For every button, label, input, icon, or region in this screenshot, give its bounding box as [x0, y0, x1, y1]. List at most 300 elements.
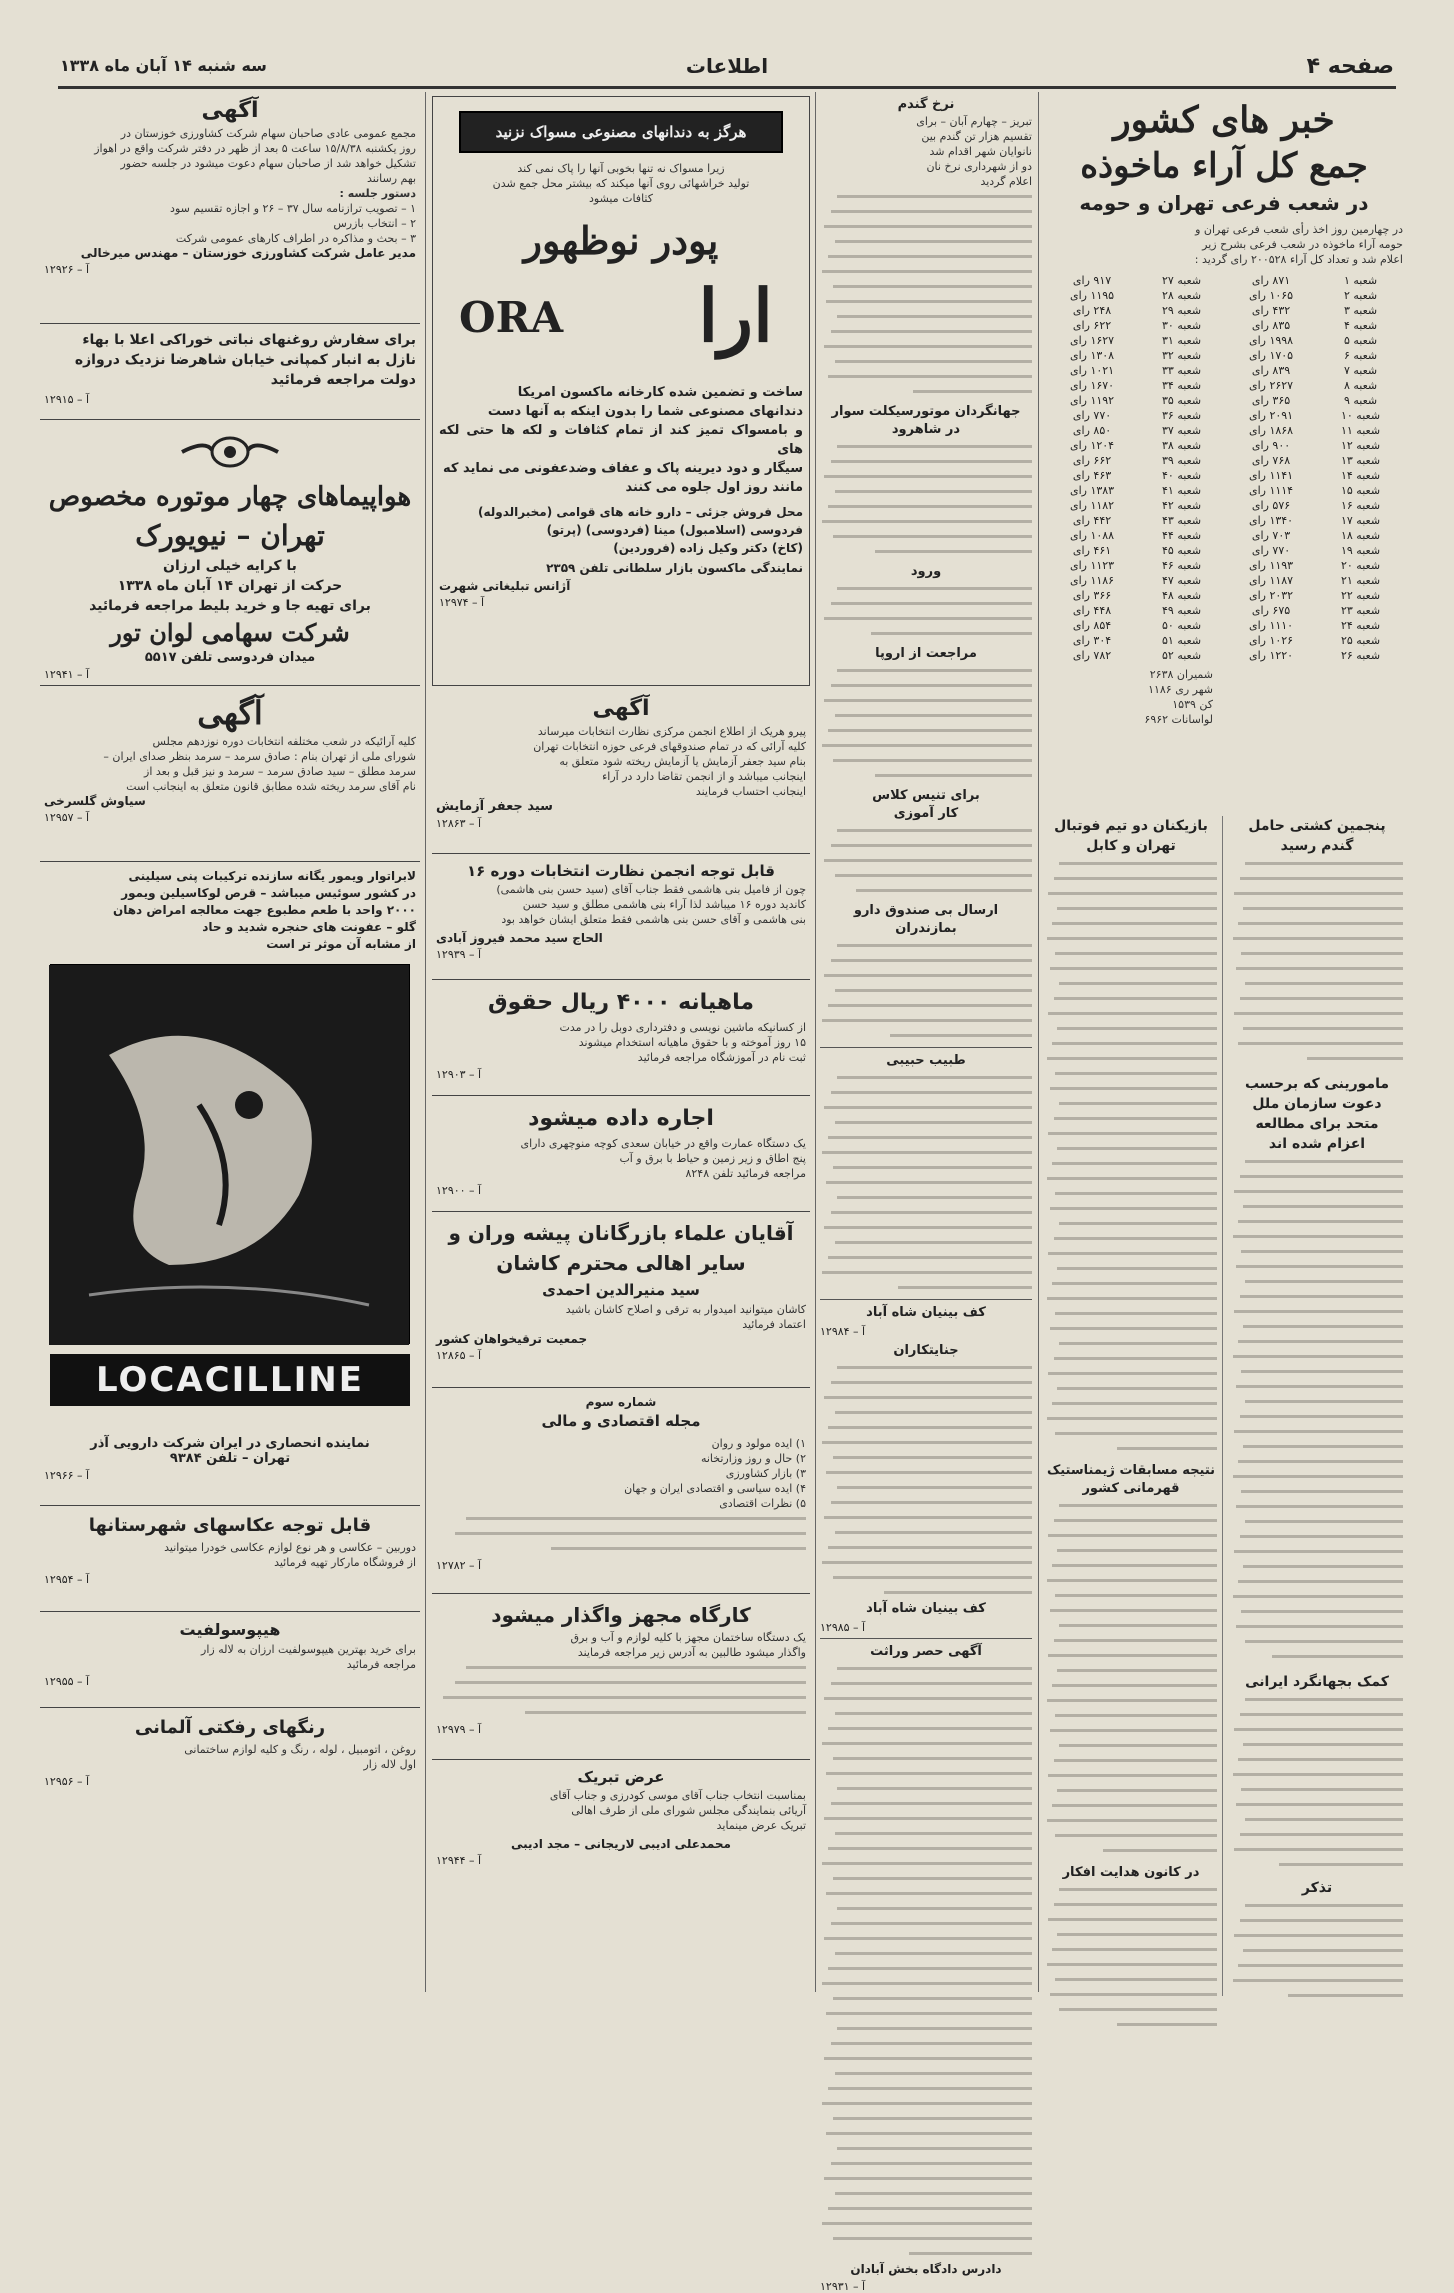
text-line: [436, 1660, 806, 1675]
text-line: [1045, 1798, 1217, 1813]
text-line: [820, 2096, 1032, 2111]
text-line: [1045, 1927, 1217, 1942]
text-line: [1045, 1321, 1217, 1336]
text-line: [820, 1540, 1032, 1555]
ship-body: [1231, 856, 1403, 1066]
plane-title: هواپیماهای چهار موتوره مخصوص: [48, 482, 412, 512]
airline-ad: [40, 426, 420, 686]
text-line: [1045, 1156, 1217, 1171]
ora-logo-row: [439, 273, 803, 383]
text-line: [820, 1661, 1032, 1676]
text-line: [820, 2216, 1032, 2231]
text-line: [1045, 1096, 1217, 1111]
text-line: [1045, 1843, 1217, 1858]
agahi2-sign: سیاوش گلسرخی: [44, 794, 146, 808]
text-line: [820, 2171, 1032, 2186]
text-line: [820, 249, 1032, 264]
text-line: [1045, 1231, 1217, 1246]
text-line: [820, 2201, 1032, 2216]
hypo-ad: [40, 1618, 420, 1708]
tennis-sub: کار آموزی: [893, 806, 959, 821]
text-line: [1045, 886, 1217, 901]
text-line: [1045, 1201, 1217, 1216]
text-line: [1231, 961, 1403, 976]
notice4-sign: الحاج سید محمد فیروز آبادی: [436, 931, 603, 945]
vote-cell: شعبه ۲۹: [1162, 304, 1202, 317]
vote-row: [1045, 528, 1403, 543]
vote-cell: ۸۵۰ رای: [1072, 424, 1112, 437]
text-line: [820, 2066, 1032, 2081]
text-line: [1231, 886, 1403, 901]
agahi1-body: مجمع عمومی عادی صاحبان سهام شرکت کشاورزی خوزستان در روز یکشنبه ۱۵/۸/۳۸ ساعت ۵ بعد از ظهر در دفتر شرکت واقع در اهواز تشکیل خواهد شد از صاحبان سهام دعوت میشود در جلسه حضور بهم رسانند دستور جلسه : ۱ – تصویب ترازنامه سال ۳۷ – ۲۶ و اجازه تقسیم سود ۲ – انتخاب بازرس ۳ – بحث و مذاکره در اطراف کارهای عمومی شرکت: [94, 127, 416, 245]
text-line: [1045, 856, 1217, 871]
vote-cell: ۱۰۸۸ رای: [1069, 529, 1115, 542]
ad-code: آ – ۱۲۹۸۴: [820, 1325, 866, 1338]
tourist-title: کمک بجهانگرد ایرانی: [1245, 1674, 1389, 1690]
photo-ad: [40, 1512, 420, 1612]
vote-cell: ۱۳۰۸ رای: [1069, 349, 1115, 362]
text-line: [1045, 1693, 1217, 1708]
text-line: [1231, 1304, 1403, 1319]
text-line: [1231, 1797, 1403, 1812]
vote-cell: شعبه ۳۰: [1162, 319, 1202, 332]
text-line: [1231, 1349, 1403, 1364]
fekr-body: [1045, 1882, 1217, 2032]
text-line: [1045, 1186, 1217, 1201]
kashan-name: سید منیرالدین احمدی: [542, 1281, 700, 1299]
text-line: [820, 983, 1032, 998]
vote-cell: ۱۱۹۳ رای: [1248, 559, 1294, 572]
text-line: [436, 1511, 806, 1526]
ora-agent: نمایندگی ماکسون بازار سلطانی تلفن ۲۳۵۹: [546, 561, 803, 575]
text-line: [1045, 1006, 1217, 1021]
vote-cell: ۶۶۲ رای: [1072, 454, 1112, 467]
vote-cell: شعبه ۹: [1343, 394, 1378, 407]
column-rule: [425, 92, 426, 1992]
text-line: [820, 279, 1032, 294]
center-ads-column: [432, 96, 810, 1996]
vote-cell: شعبه ۴: [1343, 319, 1378, 332]
vote-cell: شعبه ۳۷: [1162, 424, 1202, 437]
text-line: [1231, 1827, 1403, 1842]
vote-cell: شعبه ۲۸: [1162, 289, 1202, 302]
vote-cell: شعبه ۴۹: [1162, 604, 1202, 617]
text-line: [1231, 1514, 1403, 1529]
text-line: [1045, 1066, 1217, 1081]
text-line: [820, 1435, 1032, 1450]
text-line: [1045, 1366, 1217, 1381]
text-line: [820, 544, 1032, 559]
vote-row: [1045, 483, 1403, 498]
ad-code: آ – ۱۲۹۱۵: [44, 393, 90, 406]
vote-cell: شعبه ۱۱: [1340, 424, 1381, 437]
vote-cell: ۱۱۹۵ رای: [1069, 289, 1115, 302]
paint-body: روغن ، اتومبیل ، لوله ، رنگ و کلیه لوازم ساختمانی اول لاله زار: [184, 1743, 416, 1771]
text-line: [820, 1390, 1032, 1405]
text-line: [1045, 1708, 1217, 1723]
vote-cell: ۱۳۸۳ رای: [1069, 484, 1115, 497]
vote-cell: ۴۳۲ رای: [1251, 304, 1291, 317]
text-line: [1045, 1021, 1217, 1036]
vote-row: [1045, 618, 1403, 633]
agahi1-sign: مدیر عامل شرکت کشاورزی خوزستان – مهندس میرخالی: [80, 246, 416, 260]
text-line: [820, 204, 1032, 219]
football-subtitle: تهران و کابل: [1086, 838, 1176, 854]
price-body-cont: [820, 189, 1032, 399]
text-line: [1045, 1828, 1217, 1843]
text-line: [1045, 1783, 1217, 1798]
text-line: [1045, 1111, 1217, 1126]
text-line: [820, 2126, 1032, 2141]
text-line: [1045, 1897, 1217, 1912]
text-line: [1231, 1943, 1403, 1958]
text-line: [1231, 1842, 1403, 1857]
agahi3-body: پیرو هریک از اطلاع انجمن مرکزی نظارت انتخابات میرساند کلیه آرائی که در تمام صندوقهای فرعی حوزه انتخابات تهران بنام سید جعفر آزمایش یا آزمایش ریخته شود متعلق به اینجانب میباشد و از انجمن تقاضا دارد در آراء اینجانب احتساب فرمایند: [533, 725, 806, 798]
text-line: [1045, 901, 1217, 916]
org-sub2: متحد برای مطالعه: [1255, 1116, 1379, 1132]
text-line: [820, 1871, 1032, 1886]
left-ads-column: [40, 96, 420, 1996]
text-line: [1231, 1782, 1403, 1797]
text-line: [1045, 1573, 1217, 1588]
text-line: [1045, 1648, 1217, 1663]
text-line: [1045, 1528, 1217, 1543]
vote-cell: ۲۴۸ رای: [1072, 304, 1112, 317]
text-line: [820, 1130, 1032, 1145]
text-line: [1231, 901, 1403, 916]
vote-row: [1045, 513, 1403, 528]
text-line: [1045, 2002, 1217, 2017]
text-line: [1045, 1381, 1217, 1396]
locacilline-body: لابراتوار ویمور یگانه سازنده ترکیبات پنی سیلینی در کشور سوئیس میباشد – قرص لوکاسیلین ویمور ۲۰۰۰ واحد با طعم مطبوع جهت معالجه امراض دهان گلو – عفونت های حنجره شدید و حاد از مشابه آن موثر تر است: [112, 869, 416, 951]
text-line: [820, 1265, 1032, 1280]
text-line: [820, 1585, 1032, 1600]
text-line: [820, 1976, 1032, 1991]
ad-code: آ – ۱۲۹۷۴: [439, 596, 485, 609]
vote-cell: ۱۹۹۸ رای: [1248, 334, 1294, 347]
masthead-rule: [58, 86, 1396, 89]
text-line: [820, 1676, 1032, 1691]
text-line: [820, 2156, 1032, 2171]
vote-cell: شعبه ۱۲: [1340, 439, 1381, 452]
vote-row: [1045, 363, 1403, 378]
text-line: [1231, 1169, 1403, 1184]
text-line: [820, 1013, 1032, 1028]
text-line: [1231, 1274, 1403, 1289]
news-column: [1045, 96, 1403, 1996]
text-line: [1231, 916, 1403, 931]
plane-body: با کرایه خیلی ارزان حرکت از تهران ۱۴ آبان ماه ۱۳۳۸ برای تهیه جا و خرید بلیط مراجعه فرمائید: [89, 558, 371, 614]
text-line: [1045, 871, 1217, 886]
text-line: [1231, 1469, 1403, 1484]
notice4-body: چون از فامیل بنی هاشمی فقط جناب آقای (سید حسن بنی هاشمی) کاندید دوره ۱۶ میباشد لذا آراء بنی هاشمی مطلق و سید حسن بنی هاشمی و آقای حسن بنی هاشمی فقط متعلق ایشان خواهد بود: [496, 883, 806, 926]
europe-title: مراجعت از اروپا: [875, 646, 977, 661]
text-line: [1231, 1154, 1403, 1169]
vote-cell: شعبه ۶: [1343, 349, 1378, 362]
vote-cell: ۴۴۸ رای: [1072, 604, 1112, 617]
text-line: [820, 1811, 1032, 1826]
text-line: [1231, 1199, 1403, 1214]
vote-row: [1045, 558, 1403, 573]
photo-title: قابل توجه عکاسهای شهرستانها: [88, 1515, 372, 1536]
fund-title: ارسال بی صندوق دارو: [853, 903, 999, 918]
text-line: [1045, 1141, 1217, 1156]
text-line: [1231, 976, 1403, 991]
text-line: [1045, 976, 1217, 991]
text-line: [1231, 1707, 1403, 1722]
text-line: [1045, 1768, 1217, 1783]
text-line: [1045, 1051, 1217, 1066]
text-line: [820, 1235, 1032, 1250]
text-line: [820, 581, 1032, 596]
text-line: [1231, 1021, 1403, 1036]
thanks-ad: [432, 1766, 810, 1896]
text-line: [1045, 946, 1217, 961]
text-line: [1045, 1441, 1217, 1456]
plane-address: میدان فردوسی تلفن ۵۵۱۷: [144, 650, 316, 665]
text-line: [1231, 1244, 1403, 1259]
europe-body: [820, 663, 1032, 783]
text-line: [1045, 1336, 1217, 1351]
fund-sub: بمازندران: [895, 921, 957, 936]
text-line: [820, 384, 1032, 399]
text-line: [1045, 916, 1217, 931]
text-line: [1231, 1499, 1403, 1514]
vote-cell: شعبه ۳۹: [1162, 454, 1202, 467]
text-line: [820, 1205, 1032, 1220]
football-title: بازیکنان دو تیم فوتبال: [1054, 818, 1208, 834]
mag-items: ۱) ایده مولود و روان ۲) حال و روز وزارتخانه ۳) بازار کشاورزی ۴) ایده سیاسی و اقتصادی ایران و جهان ۵) نظرات اقتصادی: [624, 1437, 806, 1510]
court-line: دادرس دادگاه بخش آبادان: [850, 2262, 1002, 2276]
text-line: [820, 1886, 1032, 1901]
hypo-title: هیپوسولفیت: [179, 1620, 281, 1639]
text-line: [820, 514, 1032, 529]
vote-row: [1045, 438, 1403, 453]
text-line: [820, 998, 1032, 1013]
vote-row: [1045, 378, 1403, 393]
text-line: [1231, 1544, 1403, 1559]
text-line: [1045, 1291, 1217, 1306]
ad-code: آ – ۱۲۷۸۲: [436, 1559, 482, 1572]
text-line: [1231, 1409, 1403, 1424]
text-line: [1045, 1513, 1217, 1528]
text-line: [820, 1901, 1032, 1916]
vote-cell: شعبه ۲۳: [1340, 604, 1381, 617]
text-line: [820, 219, 1032, 234]
vote-cell: ۱۲۲۰ رای: [1248, 649, 1294, 662]
vote-cell: شعبه ۱۷: [1340, 514, 1381, 527]
vote-row: [1045, 318, 1403, 333]
vote-cell: ۱۱۴۱ رای: [1248, 469, 1294, 482]
vote-cell: ۱۰۲۱ رای: [1069, 364, 1115, 377]
agahi3-sign: سید جعفر آزمایش: [436, 799, 553, 814]
vote-cell: ۴۶۱ رای: [1072, 544, 1112, 557]
ad-code: آ – ۱۲۹۶۶: [44, 1469, 90, 1482]
news-subheading-2: در شعب فرعی تهران و حومه: [1079, 191, 1369, 215]
theft-title: جنایتکاران: [893, 1343, 959, 1358]
vote-row: [1045, 543, 1403, 558]
news-subheading: جمع کل آراء ماخوذه: [1080, 146, 1368, 186]
thanks-sign: محمدعلی ادیبی لاریجانی – مجد ادیبی: [511, 1837, 731, 1851]
text-line: [1231, 1006, 1403, 1021]
vote-cell: شعبه ۴۲: [1162, 499, 1202, 512]
vote-cell: ۱۱۲۳ رای: [1069, 559, 1115, 572]
text-line: [1231, 856, 1403, 871]
vote-cell: ۶۷۵ رای: [1251, 604, 1291, 617]
vote-cell: شعبه ۳۵: [1162, 394, 1202, 407]
text-line: [820, 354, 1032, 369]
vote-cell: ۲۰۹۱ رای: [1248, 409, 1294, 422]
locacilline-ad: [40, 868, 420, 1428]
thanks-body: بمناسبت انتخاب جناب آقای موسی کودرزی و جناب آقای آریائی بنمایندگی مجلس شورای ملی از طرف اهالی تبریک عرض مینماید: [549, 1789, 806, 1832]
vote-cell: شعبه ۲۱: [1340, 574, 1381, 587]
arrival-title: ورود: [910, 564, 942, 579]
text-line: [1045, 931, 1217, 946]
vote-cell: شعبه ۴۶: [1162, 559, 1202, 572]
vote-cell: ۱۱۸۶ رای: [1069, 574, 1115, 587]
heirs-body: [820, 1661, 1032, 2261]
text-line: [1045, 1753, 1217, 1768]
text-line: [820, 693, 1032, 708]
text-line: [820, 1766, 1032, 1781]
vote-cell: ۸۵۴ رای: [1072, 619, 1112, 632]
text-line: [1231, 1559, 1403, 1574]
vote-row: [1045, 648, 1403, 663]
jahan-body: [820, 439, 1032, 559]
text-line: [820, 1220, 1032, 1235]
text-line: [820, 1961, 1032, 1976]
text-line: [436, 1541, 806, 1556]
vote-row: [1045, 423, 1403, 438]
lost-title: کف بینیان شاه آباد: [866, 1305, 986, 1320]
vote-cell: ۷۷۰ رای: [1072, 409, 1112, 422]
text-line: [820, 663, 1032, 678]
text-line: [1231, 1379, 1403, 1394]
workshop-title: کارگاه مجهز واگذار میشود: [491, 1603, 751, 1627]
vote-cell: شعبه ۲۲: [1340, 589, 1381, 602]
text-line: [436, 1526, 806, 1541]
doctor-title: طبیب حبیبی: [886, 1053, 966, 1068]
locacilline-brand: LOCACILLINE: [50, 1354, 410, 1406]
vote-cell: شعبه ۳۳: [1162, 364, 1202, 377]
vote-row: [1045, 303, 1403, 318]
vote-row: [1045, 273, 1403, 288]
vote-cell: شعبه ۸: [1343, 379, 1378, 392]
vote-cell: ۳۶۶ رای: [1072, 589, 1112, 602]
vote-cell: شعبه ۴۰: [1162, 469, 1202, 482]
vote-cell: ۱۳۴۰ رای: [1248, 514, 1294, 527]
text-line: [1231, 1737, 1403, 1752]
text-line: [820, 768, 1032, 783]
agahi1-title: آگهی: [201, 98, 259, 123]
ora-sellers: محل فروش جزئی – دارو خانه های قوامی (مخبرالدوله) فردوسی (اسلامبول) مینا (فردوسی) (پرتو) (کاخ) دکتر وکیل زاده (فروردین): [478, 505, 803, 555]
vote-cell: شعبه ۲: [1343, 289, 1378, 302]
ora-agency: آژانس تبلیغاتی شهرت: [439, 579, 571, 593]
text-line: [820, 2111, 1032, 2126]
text-line: [820, 2141, 1032, 2156]
vote-cell: ۹۰۰ رای: [1251, 439, 1291, 452]
gym-subtitle: قهرمانی کشور: [1082, 1481, 1180, 1496]
text-line: [1045, 1972, 1217, 1987]
text-line: [1045, 1618, 1217, 1633]
text-line: [820, 1916, 1032, 1931]
vote-cell: شعبه ۱۰: [1340, 409, 1381, 422]
text-line: [820, 1190, 1032, 1205]
text-line: [820, 1115, 1032, 1130]
text-line: [1045, 1411, 1217, 1426]
text-line: [820, 369, 1032, 384]
vote-cell: شعبه ۳۶: [1162, 409, 1202, 422]
divider: [820, 1047, 1032, 1048]
text-line: [1045, 1738, 1217, 1753]
text-line: [1045, 1261, 1217, 1276]
vote-row: [1045, 453, 1403, 468]
text-line: [820, 1736, 1032, 1751]
text-line: [820, 678, 1032, 693]
ora-latin-logo: ORA: [459, 293, 564, 342]
text-line: [1231, 1229, 1403, 1244]
vote-row: [1045, 603, 1403, 618]
text-line: [1231, 1484, 1403, 1499]
text-line: [1045, 1498, 1217, 1513]
vote-cell: شعبه ۴۵: [1162, 544, 1202, 557]
text-line: [820, 499, 1032, 514]
text-line: [820, 1175, 1032, 1190]
text-line: [1231, 1928, 1403, 1943]
arrival-body: [820, 581, 1032, 641]
text-line: [1045, 1603, 1217, 1618]
vote-row: [1045, 498, 1403, 513]
text-line: [820, 1070, 1032, 1085]
text-line: [820, 1856, 1032, 1871]
kashan-body: کاشان میتوانید امیدوار به ترقی و اصلاح کاشان باشید اعتماد فرمائید: [565, 1303, 806, 1331]
text-line: [820, 1145, 1032, 1160]
ad-code: آ – ۱۲۹۸۵: [820, 1621, 866, 1634]
salary-ad: [432, 986, 810, 1096]
vote-cell: ۱۶۷۰ رای: [1069, 379, 1115, 392]
vote-row: [1045, 333, 1403, 348]
vote-cell: شعبه ۴۸: [1162, 589, 1202, 602]
paint-title: رنگهای رفکتی آلمانی: [134, 1717, 326, 1738]
text-line: [1045, 1663, 1217, 1678]
text-line: [820, 626, 1032, 641]
column-rule: [1038, 92, 1039, 1992]
agahi2-ad: [40, 692, 420, 862]
vote-cell: شعبه ۳: [1343, 304, 1378, 317]
text-line: [820, 1555, 1032, 1570]
text-line: [1231, 1454, 1403, 1469]
divider: [820, 1638, 1032, 1639]
vote-cell: ۱۱۸۲ رای: [1069, 499, 1115, 512]
vote-cell: شعبه ۱۵: [1340, 484, 1381, 497]
text-line: [1045, 1678, 1217, 1693]
text-line: [820, 1028, 1032, 1043]
ad-code: آ – ۱۲۹۴۱: [44, 668, 90, 681]
middle-column: [820, 96, 1032, 2293]
text-line: [820, 1160, 1032, 1175]
text-line: [1045, 1036, 1217, 1051]
text-line: [820, 968, 1032, 983]
ad-code: آ – ۱۲۹۴۴: [436, 1854, 482, 1867]
text-line: [1231, 1812, 1403, 1827]
plane-route: تهران – نیویورک: [135, 519, 325, 552]
text-line: [1231, 1036, 1403, 1051]
notice4-title: قابل توجه انجمن نظارت انتخابات دوره ۱۶: [467, 862, 775, 880]
text-line: [1231, 1364, 1403, 1379]
text-line: [1231, 1259, 1403, 1274]
subcol-rule: [1222, 816, 1223, 1996]
vote-cell: ۱۷۰۵ رای: [1248, 349, 1294, 362]
